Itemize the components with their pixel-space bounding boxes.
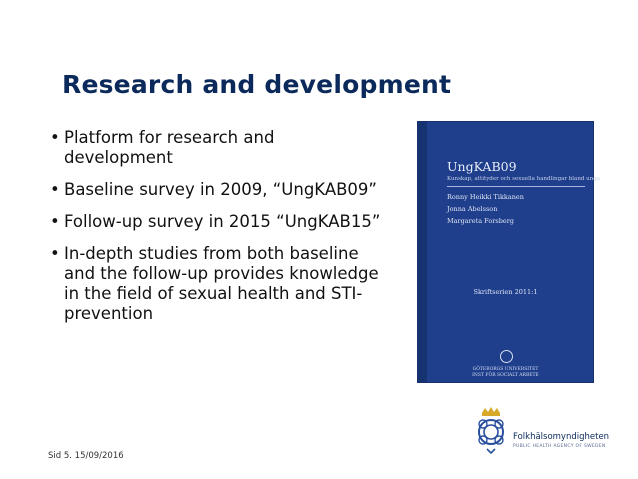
bullet-dot: • xyxy=(50,128,60,147)
book-series: Skriftserien 2011:1 xyxy=(473,288,538,296)
agency-tagline: PUBLIC HEALTH AGENCY OF SWEDEN xyxy=(513,444,606,449)
bullet-text: Platform for research and development xyxy=(64,128,275,167)
book-divider xyxy=(447,186,585,187)
bullet-dot: • xyxy=(50,180,60,199)
bullet-list xyxy=(48,128,388,336)
bullet-item xyxy=(48,212,388,232)
book-title: UngKAB09 xyxy=(447,159,517,174)
crown-emblem-icon xyxy=(479,407,503,453)
book-university-name: GÖTEBORGS UNIVERSITET xyxy=(472,367,539,372)
book-university xyxy=(418,367,593,379)
bullet-dot: • xyxy=(50,212,60,231)
bullet-text: Baseline survey in 2009, “UngKAB09” xyxy=(64,180,377,199)
book-authors xyxy=(447,191,524,227)
bullet-item xyxy=(48,180,388,200)
book-subtitle: Kunskap, attityder och sexuella handlingar bland unga xyxy=(447,176,601,182)
bullet-item xyxy=(48,128,388,168)
book-department: INST FÖR SOCIALT ARBETE xyxy=(472,373,539,378)
bullet-item xyxy=(48,244,388,324)
book-author: Jonna Abelsson xyxy=(447,205,498,213)
university-seal-icon xyxy=(500,350,513,363)
bullet-text: Follow-up survey in 2015 “UngKAB15” xyxy=(64,212,381,231)
book-cover-image xyxy=(417,121,601,383)
book-author: Margareta Forsberg xyxy=(447,217,514,225)
book-author: Ronny Heikki Tikkanen xyxy=(447,193,524,201)
agency-name: Folkhälsomyndigheten xyxy=(513,432,610,442)
bullet-dot: • xyxy=(50,244,60,263)
slide-title: Research and development xyxy=(62,70,452,99)
footer-page-date: Sid 5. 15/09/2016 xyxy=(48,451,124,461)
bullet-text: In-depth studies from both baseline and the follow-up provides knowledge in the field of sexual health and STI-prevention xyxy=(64,244,379,323)
book-spine xyxy=(418,122,427,382)
